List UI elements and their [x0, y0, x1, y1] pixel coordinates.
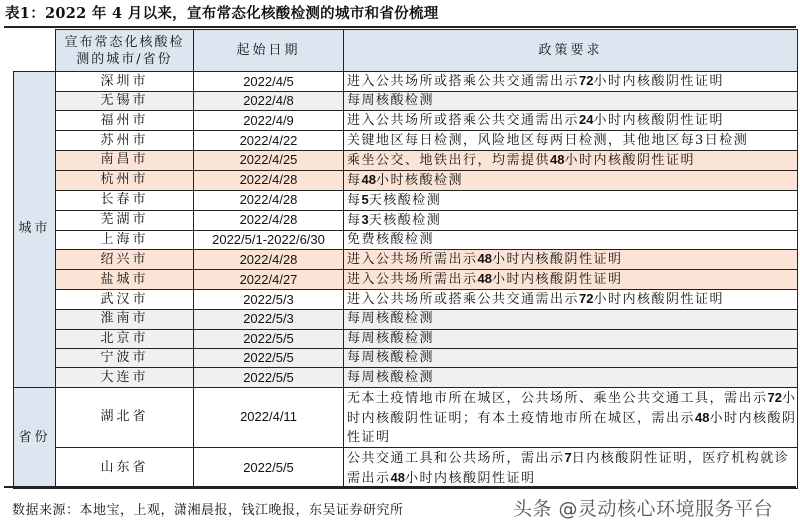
- city-name: 宁波市: [56, 348, 194, 367]
- policy-text: 日内核酸阴性证明，医疗机构就诊需出示: [347, 450, 790, 486]
- policy-number: 72: [579, 73, 594, 88]
- city-name: 上海市: [56, 230, 194, 249]
- start-date: 2022/4/27: [194, 270, 344, 290]
- city-row: [14, 348, 798, 367]
- policy-text: 小时内核酸阴性证明: [564, 152, 695, 168]
- policy-text: 进入公共场所需出示: [347, 272, 478, 288]
- city-name: 无锡市: [56, 92, 194, 111]
- policy-text: 进入公共场所需出示: [347, 252, 478, 268]
- province-name: 山东省: [56, 447, 194, 488]
- policy-text: 进入公共场所或搭乘公共交通需出示: [347, 292, 580, 308]
- top-rule: [4, 26, 796, 28]
- city-row: [14, 170, 798, 190]
- policy-number: 3: [361, 211, 369, 227]
- city-name: 大连市: [56, 368, 194, 387]
- group-label-cities: 城市: [14, 72, 56, 388]
- city-name: 长春市: [56, 190, 194, 210]
- policy-number: 72: [767, 389, 782, 405]
- city-row: [14, 310, 798, 329]
- policy-requirement: [344, 92, 798, 111]
- policy-requirement: [344, 190, 798, 210]
- policy-text: 每周核酸检测: [347, 369, 435, 385]
- start-date: 2022/4/9: [194, 111, 344, 131]
- start-date: 2022/4/28: [194, 170, 344, 190]
- policy-number: 72: [579, 291, 594, 307]
- city-row: [14, 190, 798, 210]
- policy-requirement: [344, 310, 798, 329]
- policy-text: 天核酸检测: [368, 212, 442, 228]
- province-row: [14, 447, 798, 488]
- city-row: [14, 111, 798, 131]
- city-name: 北京市: [56, 329, 194, 348]
- policy-text: 每: [347, 192, 362, 208]
- policy-number: 48: [361, 171, 376, 187]
- start-date: 2022/4/5: [194, 72, 344, 92]
- start-date: 2022/4/11: [194, 387, 344, 447]
- policy-requirement: [344, 170, 798, 190]
- policy-text: 小时内核酸阴性证明: [593, 74, 724, 89]
- policy-number: 48: [477, 251, 492, 267]
- city-name: 深圳市: [56, 72, 194, 92]
- header-group-cell: [14, 30, 56, 72]
- policy-text: 进入公共场所或搭乘公共交通需出示: [347, 74, 580, 89]
- city-name: 杭州市: [56, 170, 194, 190]
- policy-requirement: [344, 131, 798, 150]
- header-policy: 政策要求: [344, 30, 798, 72]
- city-row: [14, 368, 798, 387]
- policy-number: 48: [477, 271, 492, 287]
- policy-text: 每: [347, 172, 362, 188]
- city-row: [14, 150, 798, 170]
- start-date: 2022/4/25: [194, 150, 344, 170]
- start-date: 2022/5/3: [194, 290, 344, 310]
- policy-requirement: [344, 368, 798, 387]
- city-row: [14, 92, 798, 111]
- city-row: [14, 329, 798, 348]
- policy-number: 7: [564, 449, 572, 465]
- policy-requirement: [344, 348, 798, 367]
- table-body: [14, 72, 798, 489]
- policy-requirement: [344, 329, 798, 348]
- policy-text: 小时内核酸阴性证明: [404, 470, 536, 486]
- policy-text: 小时内核酸阴性证明: [593, 113, 724, 129]
- city-name: 芜湖市: [56, 210, 194, 230]
- start-date: 2022/4/28: [194, 190, 344, 210]
- start-date: 2022/4/28: [194, 250, 344, 270]
- city-name: 武汉市: [56, 290, 194, 310]
- policy-text: 小时内核酸阴性证明: [491, 252, 623, 268]
- city-row: [14, 210, 798, 230]
- city-row: [14, 131, 798, 150]
- policy-text: 小时内核酸阴性证明；有本土疫情地市所在城区，需出示: [347, 390, 797, 426]
- policy-number: 48: [550, 151, 565, 167]
- policy-requirement: [344, 72, 798, 92]
- start-date: 2022/5/1-2022/6/30: [194, 230, 344, 249]
- start-date: 2022/4/8: [194, 92, 344, 111]
- city-row: [14, 290, 798, 310]
- policy-text: 免费核酸检测: [347, 231, 435, 247]
- table-title: 表1：2022 年 4 月以来，宣布常态化核酸检测的城市和省份梳理: [5, 5, 439, 22]
- policy-text: 每: [347, 212, 362, 228]
- city-row: [14, 250, 798, 270]
- policy-requirement: [344, 111, 798, 131]
- city-row: [14, 72, 798, 92]
- city-name: 苏州市: [56, 131, 194, 150]
- policy-number: 48: [390, 469, 405, 485]
- start-date: 2022/5/5: [194, 329, 344, 348]
- policy-requirement: [344, 150, 798, 170]
- start-date: 2022/4/28: [194, 210, 344, 230]
- header-region: 宣布常态化核酸检测的城市/省份: [56, 30, 194, 72]
- policy-text: 天核酸检测: [368, 192, 442, 208]
- watermark: 头条 @灵动核心环境服务平台: [513, 498, 774, 520]
- policy-number: 5: [361, 191, 369, 207]
- city-name: 盐城市: [56, 270, 194, 290]
- city-name: 淮南市: [56, 310, 194, 329]
- policy-text: 关键地区每日检测，风险地区每两日检测，其他地区每3日检测: [347, 132, 749, 148]
- policy-text: 小时内核酸阴性证明: [593, 292, 724, 308]
- source-note: 数据来源：本地宝，上观，潇湘晨报，钱江晚报，东吴证券研究所: [12, 503, 404, 518]
- policy-requirement: [344, 290, 798, 310]
- policy-text: 进入公共场所或搭乘公共交通需出示: [347, 113, 580, 129]
- policy-text: 无本土疫情地市所在城区，公共场所、乘坐公共交通工具，需出示: [347, 390, 768, 406]
- start-date: 2022/5/3: [194, 310, 344, 329]
- start-date: 2022/4/22: [194, 131, 344, 150]
- city-name: 绍兴市: [56, 250, 194, 270]
- policy-number: 24: [579, 112, 594, 128]
- policy-text: 乘坐公交、地铁出行，均需提供: [347, 152, 551, 168]
- province-row: [14, 387, 798, 447]
- policy-requirement: [344, 270, 798, 290]
- city-name: 南昌市: [56, 150, 194, 170]
- policy-text: 每周核酸检测: [347, 93, 435, 109]
- start-date: 2022/5/5: [194, 447, 344, 488]
- policy-number: 48: [695, 409, 710, 425]
- policy-text: 每周核酸检测: [347, 311, 435, 327]
- policy-text: 每周核酸检测: [347, 330, 435, 346]
- start-date: 2022/5/5: [194, 348, 344, 367]
- start-date: 2022/5/5: [194, 368, 344, 387]
- city-name: 福州市: [56, 111, 194, 131]
- header-start-date: 起始日期: [194, 30, 344, 72]
- policy-text: 小时内核酸阴性证明: [491, 272, 623, 288]
- policy-requirement: [344, 447, 798, 488]
- city-row: [14, 270, 798, 290]
- policy-requirement: [344, 210, 798, 230]
- policy-text: 小时核酸检测: [375, 172, 463, 188]
- policy-text: 公共交通工具和公共场所，需出示: [347, 450, 565, 466]
- policy-requirement: [344, 230, 798, 249]
- policy-table: [13, 29, 798, 489]
- policy-requirement: [344, 250, 798, 270]
- group-label-provinces: 省份: [14, 387, 56, 488]
- policy-text: 小时内核酸阴性证明: [347, 410, 797, 445]
- bottom-rule: [4, 486, 796, 488]
- header-row: [14, 30, 798, 72]
- policy-text: 每周核酸检测: [347, 350, 435, 366]
- province-name: 湖北省: [56, 387, 194, 447]
- city-row: [14, 230, 798, 249]
- policy-requirement: [344, 387, 798, 447]
